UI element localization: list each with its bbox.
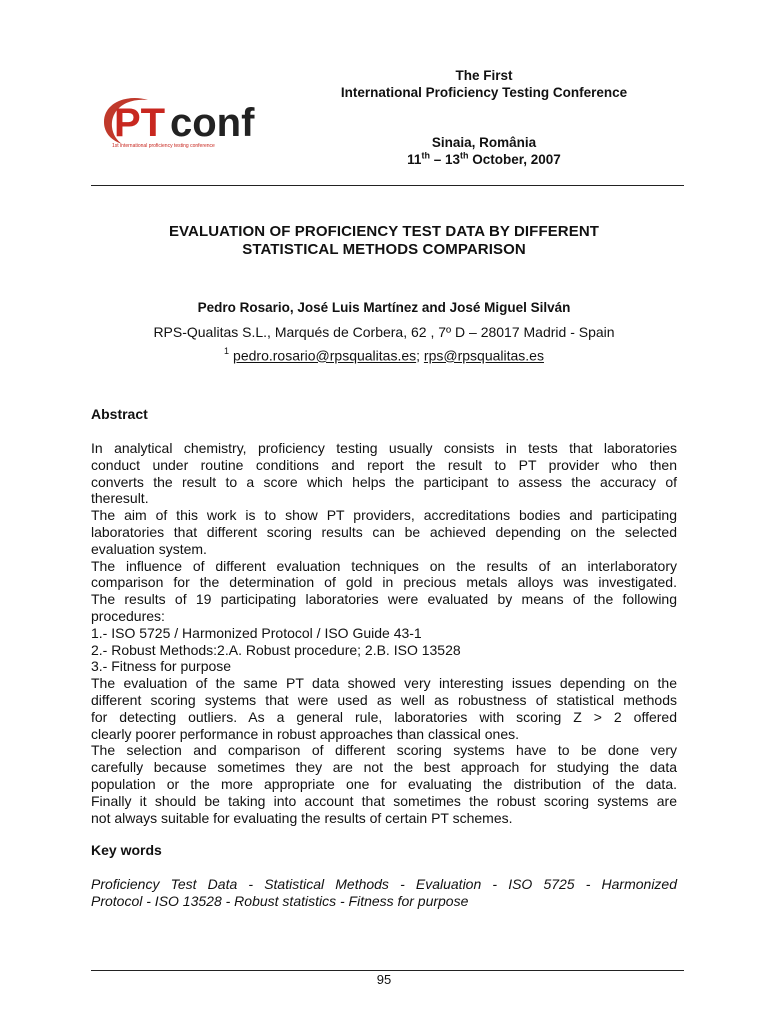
abstract-line: for detecting outliers. As a general rule, laboratories with scoring Z > 2 offered	[91, 708, 677, 725]
abstract-line: 2.- Robust Methods:2.A. Robust procedure; 2.B. ISO 13528	[91, 641, 461, 658]
logo-tagline: 1st international proficiency testing conference	[112, 143, 215, 149]
paper-title-line-2: STATISTICAL METHODS COMPARISON	[242, 241, 526, 258]
abstract-line: The results of 19 participating laboratories were evaluated by means of the following	[91, 591, 677, 608]
paper-title	[100, 223, 668, 259]
abstract-heading: Abstract	[91, 406, 148, 422]
paper-emails	[100, 347, 668, 364]
abstract-line: 3.- Fitness for purpose	[91, 658, 232, 675]
abstract-line: The aim of this work is to show PT providers, accreditations bodies and participating	[91, 507, 677, 524]
abstract-line: different scoring systems that were used as well as robustness of statistical methods	[91, 691, 677, 708]
abstract-line: not always suitable for evaluating the results of certain PT schemes.	[91, 809, 513, 826]
email-separator: ;	[416, 347, 424, 364]
keywords-body	[91, 876, 677, 910]
email-link-2[interactable]: rps@rpsqualitas.es	[423, 347, 544, 364]
paper-affiliation: RPS-Qualitas S.L., Marqués de Corbera, 62 , 7º D – 28017 Madrid - Spain	[153, 324, 615, 340]
abstract-line: The selection and comparison of different scoring systems have to be done very	[91, 742, 677, 759]
abstract-line: 1.- ISO 5725 / Harmonized Protocol / ISO Guide 43-1	[91, 624, 422, 641]
email-link-1[interactable]: pedro.rosario@rpsqualitas.es	[233, 347, 417, 364]
ptconf-logo	[98, 92, 270, 152]
paper-title-line-1: EVALUATION OF PROFICIENCY TEST DATA BY DIFFERENT	[168, 223, 600, 240]
abstract-line: carefully because sometimes they are not the best approach for studying the data	[91, 759, 677, 776]
conference-place-date	[300, 134, 668, 168]
header-divider	[91, 185, 684, 186]
abstract-line: theresult.	[91, 490, 149, 507]
logo-pt-text: PT	[114, 101, 166, 145]
abstract-line: clearly poorer performance in robust approaches than classical ones.	[91, 725, 520, 742]
abstract-line: The evaluation of the same PT data showed very interesting issues depending on the	[91, 675, 677, 692]
conference-date: 11th – 13th October, 2007	[407, 150, 561, 167]
abstract-line: population or the more appropriate one for evaluating the distribution of the data.	[91, 775, 677, 792]
conference-location: Sinaia, România	[431, 135, 537, 150]
abstract-line: converts the result to a score which helps the participant to assess the accuracy of	[91, 473, 677, 490]
abstract-line: In analytical chemistry, proficiency testing usually consists in tests that laboratories	[91, 440, 677, 456]
email-footnote-mark: 1	[224, 346, 230, 356]
page-number: 95	[376, 972, 392, 987]
keywords-heading: Key words	[91, 842, 162, 858]
abstract-line: evaluation system.	[91, 540, 207, 557]
abstract-line: The influence of different evaluation techniques on the results of an interlaboratory	[91, 557, 677, 574]
conference-line-2: International Proficiency Testing Conference	[340, 85, 628, 100]
abstract-line: conduct under routine conditions and report the result to PT provider who then	[91, 456, 677, 473]
abstract-line: Finally it should be taking into account that sometimes the robust scoring systems are	[91, 792, 677, 809]
keywords-line: Protocol - ISO 13528 - Robust statistics - Fitness for purpose	[91, 892, 469, 909]
abstract-body	[91, 440, 677, 826]
conference-line-1: The First	[455, 68, 513, 83]
conference-title	[300, 67, 668, 101]
abstract-line: laboratories that different scoring results can be achieved depending on the selected	[91, 523, 677, 540]
keywords-line: Proficiency Test Data - Statistical Methods - Evaluation - ISO 5725 - Harmonized	[91, 876, 677, 892]
abstract-line: procedures:	[91, 607, 165, 624]
abstract-line: comparison for the determination of gold in precious metals alloys was investigated.	[91, 574, 677, 591]
logo-conf-text: conf	[170, 101, 255, 145]
paper-authors: Pedro Rosario, José Luis Martínez and José Miguel Silván	[197, 300, 571, 315]
footer-divider	[91, 970, 684, 971]
